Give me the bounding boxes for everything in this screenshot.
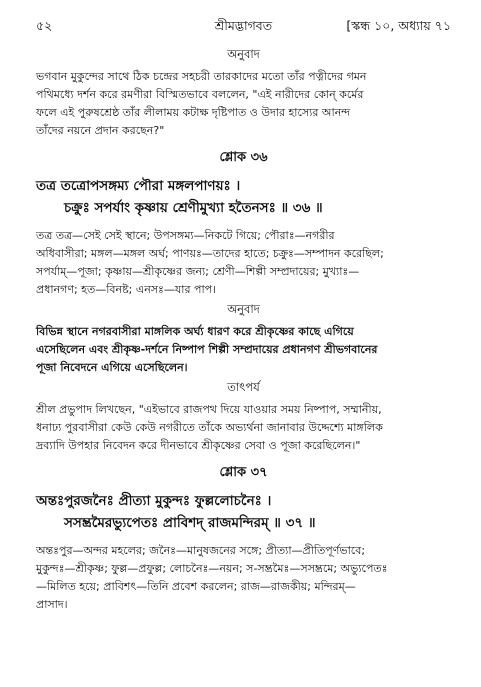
verse-line: তত্র তত্রোপসঙ্গম্য পৌরা মঙ্গলপাণয়ঃ । — [36, 178, 241, 194]
text-line: প্রাসাদ। — [36, 598, 68, 611]
page-body — [36, 46, 451, 614]
text-line: পূজা নিবেদনে এগিয়ে এসেছিলেন। — [36, 361, 188, 374]
verse-line: অন্তঃপুরজনৈঃ প্রীত্যা মুকুন্দঃ ফুল্ললোচনৈঃ । — [36, 493, 272, 509]
page-number: ৫২ — [36, 18, 53, 33]
synonyms — [36, 542, 451, 614]
verse-line: সসম্ভ্রমৈরভ্যুপেতঃ প্রাবিশদ্ রাজমন্দিরম্ ॥ ৩৭ ॥ — [64, 515, 316, 531]
verse-heading: শ্লোক ৩৭ — [219, 465, 268, 480]
text-line: সপর্যাম্—পূজা; কৃষ্ণায়—শ্রীকৃষ্ণের জন্য; শ্রেণী—শিল্পী সম্প্রদায়ের; মুখ্যাঃ— — [36, 265, 360, 278]
running-header — [36, 18, 451, 38]
translation-heading: অনুবাদ — [227, 302, 260, 316]
text-line: বিভিন্ন স্থানে নগরবাসীরা মাঙ্গলিক অর্ঘ্য ধারণ করে শ্রীকৃষ্ণের কাছে এগিয়ে — [36, 325, 354, 338]
text-line: দ্রব্যাদি উপহার নিবেদন করে দীনভাবে শ্রীকৃষ্ণের সেবা ও পূজা করেছিলেন।" — [36, 439, 361, 452]
translation — [36, 301, 451, 377]
purport-heading: তাৎপর্য — [227, 380, 260, 394]
text-line: পথিমধ্যে দর্শন করে রমণীরা বিস্মিতভাবে বললেন, "এই নারীদের কোন্ কর্মের — [36, 88, 364, 101]
text-line: মুকুন্দঃ—শ্রীকৃষ্ণ; ফুল্ল—প্রফুল্ল; লোচনৈঃ—নয়ন; স-সম্ভ্রমৈঃ—সসম্ভ্রমে; অভ্যুপেতঃ — [36, 562, 388, 575]
text-line: তাঁদের নয়নে প্রদান করছেন?" — [36, 124, 165, 137]
verse-heading: শ্লোক ৩৬ — [219, 150, 268, 165]
text-line: ভগবান মুকুন্দের সাথে ঠিক চন্দ্রের সহচরী তারকাদের মতো তাঁর পত্নীদের গমন — [36, 70, 367, 83]
translation-heading: অনুবাদ — [227, 47, 260, 61]
purport — [36, 379, 451, 455]
text-line: এসেছিলেন এবং শ্রীকৃষ্ণ-দর্শনে নিষ্পাপ শিল্পী সম্প্রদায়ের প্রধানগণ শ্রীভগবানের — [36, 343, 378, 356]
text-line: তত্র তত্র—সেই সেই স্থানে; উপসঙ্গম্য—নিকটে গিয়ে; পৌরাঃ—নগরীর — [36, 229, 335, 242]
text-line: ধনাঢ্য পুরবাসীরা কেউ কেউ নগরীতে তাঁকে অভ্যর্থনা জানাবার উদ্দেশ্যে মাঙ্গলিক — [36, 421, 383, 434]
text-line: প্রধানগণ; হত—বিনষ্ট; এনসঃ—যার পাপ। — [36, 283, 217, 296]
synonyms — [36, 227, 451, 299]
text-line: ফলে এই পুরুষশ্রেষ্ঠ তাঁর লীলাময় কটাক্ষ দৃষ্টিপাত ও উদার হাস্যের আনন্দ — [36, 106, 351, 119]
text-line: —মিলিত হয়ে; প্রাবিশৎ—তিনি প্রবেশ করলেন; রাজ—রাজকীয়; মন্দিরম্— — [36, 580, 356, 593]
book-title: শ্রীমদ্ভাগবত — [214, 18, 273, 33]
translation-prev — [36, 46, 451, 140]
chapter-reference: [স্কন্ধ ১০, অধ্যায় ৭১ — [346, 18, 451, 33]
text-line: অধিবাসীরা; মঙ্গল—মঙ্গল অর্ঘ; পাণয়ঃ—তাদের হাতে; চক্রুঃ—সম্পাদন করেছিল; — [36, 247, 384, 260]
verse-line: চক্রুঃ সপর্যাং কৃষ্ণায় শ্রেণীমুখ্যা হতৈনসঃ ॥ ৩৬ ॥ — [64, 200, 323, 216]
text-line: শ্রীল প্রভুপাদ লিখছেন, "এইভাবে রাজপথ দিয়ে যাওয়ার সময় নিষ্পাপ, সম্মানীয়, — [36, 403, 382, 416]
text-line: অন্তঃপুর—অন্দর মহলের; জনৈঃ—মানুষজনের সঙ্গে; প্রীত্যা—প্রীতিপূর্ণভাবে; — [36, 544, 366, 557]
